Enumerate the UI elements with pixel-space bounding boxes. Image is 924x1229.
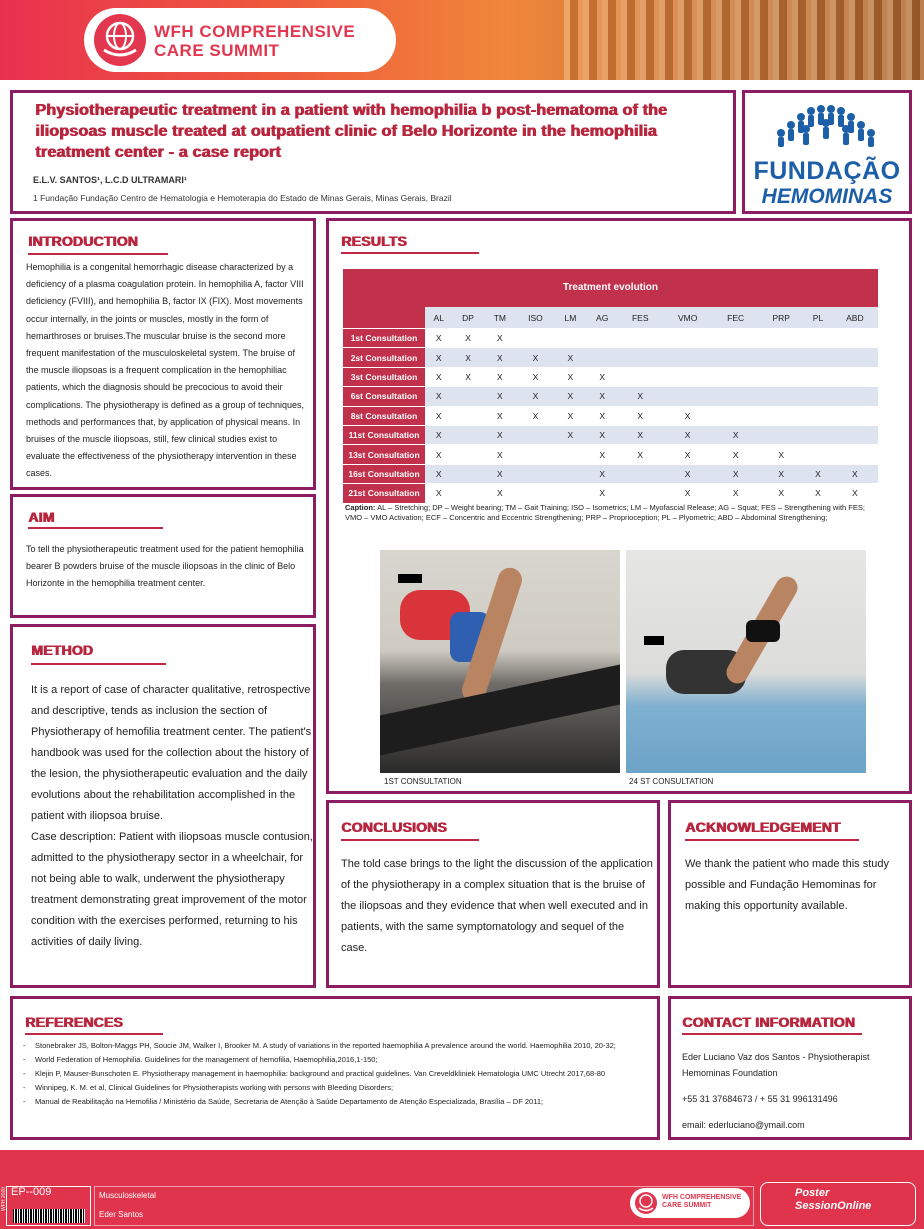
footer-side-tag: WFH 2020 — [0, 1187, 7, 1211]
table-column-header: PRP — [758, 307, 804, 329]
table-cell: X — [662, 406, 713, 425]
table-cell: X — [452, 329, 483, 348]
photo2-caption: 24 ST CONSULTATION — [629, 777, 714, 786]
table-cell — [516, 445, 555, 464]
table-cell: X — [586, 367, 618, 386]
table-cell: X — [484, 445, 516, 464]
table-cell — [713, 348, 758, 367]
table-cell — [832, 367, 878, 386]
conclusions-title: CONCLUSIONS — [341, 819, 447, 835]
method-paragraph-2: Case description: Patient with iliopsoas muscle contusion, admitted to the physiotherapy sector in a wheelchair, for not being able to walk, underwent the physiotherapy treatment demonstrating great improvement of the motor condition with the exercises performed, returning to his activities of daily living. — [31, 831, 313, 948]
table-cell — [618, 329, 662, 348]
table-cell — [804, 406, 831, 425]
table-cell: X — [586, 484, 618, 503]
table-cell: X — [758, 484, 804, 503]
references-underline — [25, 1033, 163, 1035]
contact-phones: +55 31 37684673 / + 55 31 996131496 — [682, 1094, 838, 1104]
table-row-label: 16st Consultation — [343, 464, 425, 483]
references-list — [23, 1041, 651, 1111]
footer-category: Musculoskeletal — [99, 1191, 156, 1200]
table-cell: X — [555, 367, 586, 386]
table-cell — [452, 445, 483, 464]
table-cell — [758, 348, 804, 367]
introduction-text: Hemophilia is a congenital hemorrhagic disease characterized by a deficiency of a plasma coagulation protein. In hemophilia A, factor VIII deficiency (FVIII), and hemophilia B, factor IX (FIX). Most movements occur internally, in the joints or muscles, mostly in the form of hemarthroses or bruises.The muscular bruise is the second more frequent manifestation of the musculoskeletal system. The bruise of the muscle iliopsoas is a frequent complication in the hemophiliac patients, which the diagnosis should be precocious to avoid their complications. The physiotherapy is defined as a group of techniques, methods and performances that, by application of physical means. In bruises of the muscle iliopsoas, still, few clinical studies exist to evaluate the effectiveness of the physiotherapy intervention in these cases. — [26, 262, 305, 479]
table-cell — [832, 445, 878, 464]
table-cell: X — [425, 387, 452, 406]
table-row — [343, 425, 878, 444]
table-cell — [452, 406, 483, 425]
reference-item — [23, 1069, 651, 1079]
table-cell: X — [484, 348, 516, 367]
table-cell: X — [713, 425, 758, 444]
introduction-underline — [28, 253, 168, 255]
table-row — [343, 348, 878, 367]
table-cell — [662, 387, 713, 406]
reference-bullet: - — [23, 1083, 26, 1092]
table-row — [343, 406, 878, 425]
table-cell: X — [832, 464, 878, 483]
table-cell — [516, 464, 555, 483]
table-cell — [832, 329, 878, 348]
method-title: METHOD — [31, 642, 93, 658]
table-column-header: AG — [586, 307, 618, 329]
reference-bullet: - — [23, 1055, 26, 1064]
table-cell: X — [484, 464, 516, 483]
logo-line1: FUNDAÇÃO — [753, 157, 901, 185]
results-title: RESULTS — [341, 233, 407, 249]
table-row — [343, 445, 878, 464]
contact-title: CONTACT INFORMATION — [682, 1014, 855, 1030]
table-row-label: 8st Consultation — [343, 406, 425, 425]
table-row — [343, 329, 878, 348]
conclusions-text: The told case brings to the light the discussion of the application of the physiotherapy in a complex situation that is the bruise of the iliopsoas and they evidence that when well executed and in patients, with the same symptomatology and sequel of the case. — [341, 858, 653, 954]
table-cell — [713, 367, 758, 386]
reference-text: Manual de Reabilitação na Hemofilia / Ministério da Saúde, Secretaria de Atenção à Saúde Departamento de Atenção Especializada, Brasília – DF 2011; — [35, 1097, 544, 1106]
table-cell — [804, 387, 831, 406]
logo-box — [742, 90, 912, 214]
table-cell — [713, 387, 758, 406]
table-cell — [662, 367, 713, 386]
table-cell: X — [713, 484, 758, 503]
introduction-box — [10, 218, 316, 490]
table-cell — [452, 387, 483, 406]
table-cell: X — [618, 445, 662, 464]
title-box — [10, 90, 736, 214]
table-column-header: LM — [555, 307, 586, 329]
table-cell — [662, 348, 713, 367]
table-cell: X — [586, 464, 618, 483]
footer-code: EP--009 — [11, 1186, 52, 1198]
table-column-header: FEC — [713, 307, 758, 329]
table-cell — [516, 329, 555, 348]
pso-line1: Poster — [795, 1187, 830, 1199]
table-cell — [555, 329, 586, 348]
face-blur-bar-2 — [644, 636, 664, 645]
city-skyline-image — [564, 0, 924, 80]
header-brand — [154, 22, 355, 60]
table-cell — [586, 348, 618, 367]
table-cell: X — [618, 387, 662, 406]
reference-text: World Federation of Hemophilia. Guidelines for the management of hemofilia, Haemophilia,2016,1-150; — [35, 1055, 378, 1064]
method-text — [31, 680, 313, 953]
reference-bullet: - — [23, 1041, 26, 1050]
table-cell — [758, 367, 804, 386]
table-cell: X — [804, 484, 831, 503]
table-row-label: 6st Consultation — [343, 387, 425, 406]
poster-title: Physiotherapeutic treatment in a patient with hemophilia b post-hematoma of the iliopsoas muscle treated at outpatient clinic of Belo Horizonte in the hemophilia treatment center - a case report — [35, 102, 667, 161]
table-cell: X — [555, 406, 586, 425]
table-cell: X — [452, 367, 483, 386]
table-title: Treatment evolution — [343, 269, 878, 307]
table-header-row — [343, 307, 878, 329]
table-cell: X — [516, 387, 555, 406]
table-cell — [832, 387, 878, 406]
references-title: REFERENCES — [25, 1014, 123, 1030]
reference-item — [23, 1041, 651, 1051]
photo-24st-consultation — [626, 550, 866, 773]
contact-details — [682, 1049, 869, 1133]
table-cell: X — [516, 348, 555, 367]
table-cell: X — [618, 406, 662, 425]
barcode-icon — [13, 1209, 85, 1223]
aim-box — [10, 494, 316, 618]
table-column-header: ISO — [516, 307, 555, 329]
table-cell: X — [425, 425, 452, 444]
table-cell — [713, 329, 758, 348]
reference-item — [23, 1083, 651, 1093]
method-box — [10, 624, 316, 988]
table-caption — [345, 503, 877, 522]
table-row-label: 3st Consultation — [343, 367, 425, 386]
table-cell — [804, 329, 831, 348]
reference-bullet: - — [23, 1069, 26, 1078]
table-cell: X — [425, 406, 452, 425]
reference-text: Stonebraker JS, Bolton-Maggs PH, Soucie JM, Walker I, Brooker M. A study of variations in the reported haemophilia A prevalence around the world. Haemophilia 2010, 20-32; — [35, 1041, 616, 1050]
acknowledgement-text: We thank the patient who made this study possible and Fundação Hemominas for making this opportunity available. — [685, 858, 890, 912]
table-cell: X — [484, 425, 516, 444]
footer-brand-line2: CARE SUMMIT — [662, 1202, 712, 1209]
table-cell: X — [618, 425, 662, 444]
table-row — [343, 484, 878, 503]
table-cell: X — [484, 406, 516, 425]
contact-name: Eder Luciano Vaz dos Santos - Physiotherapist — [682, 1052, 870, 1062]
footer-brand-text — [662, 1194, 741, 1210]
wfh-globe-icon — [94, 14, 146, 66]
table-cell — [452, 464, 483, 483]
reference-text: Klejin P, Mauser-Bunschoten E. Physiotherapy management in haemophilia: background and practical guidelines. Van Creveldkliniek Hematologia UMC Utrecht 2017,68-80 — [35, 1069, 606, 1078]
reference-bullet: - — [23, 1097, 26, 1106]
poster-session-online-logo[interactable] — [760, 1182, 916, 1226]
footer-globe-icon — [634, 1191, 658, 1215]
footer-code-box — [6, 1186, 91, 1226]
table-cell — [804, 367, 831, 386]
table-cell: X — [425, 348, 452, 367]
table-column-header: PL — [804, 307, 831, 329]
table-cell — [832, 425, 878, 444]
table-cell — [618, 367, 662, 386]
table-cell: X — [555, 348, 586, 367]
footer-author: Eder Santos — [99, 1210, 144, 1219]
aim-title: AIM — [28, 509, 55, 525]
treatment-table — [343, 307, 878, 504]
footer-brand-pill — [630, 1188, 750, 1218]
method-underline — [31, 663, 166, 665]
table-cell — [804, 445, 831, 464]
acknowledgement-box — [668, 800, 912, 988]
contact-org: Hemominas Foundation — [682, 1068, 778, 1078]
table-cell — [618, 484, 662, 503]
table-row-label: 21st Consultation — [343, 484, 425, 503]
table-row-label: 11st Consultation — [343, 425, 425, 444]
introduction-title: INTRODUCTION — [28, 233, 138, 249]
table-cell: X — [484, 484, 516, 503]
table-row-label: 2st Consultation — [343, 348, 425, 367]
table-cell: X — [516, 367, 555, 386]
hemominas-people-icon — [773, 103, 883, 149]
table-cell: X — [758, 445, 804, 464]
contact-email[interactable]: email: ederluciano@ymail.com — [682, 1120, 805, 1130]
footer-brand-line1: WFH COMPREHENSIVE — [662, 1194, 742, 1201]
table-cell: X — [516, 406, 555, 425]
table-cell: X — [484, 367, 516, 386]
table-cell: X — [662, 445, 713, 464]
table-row — [343, 464, 878, 483]
table-row — [343, 367, 878, 386]
table-cell — [555, 464, 586, 483]
table-column-header: TM — [484, 307, 516, 329]
table-cell: X — [662, 484, 713, 503]
reference-item — [23, 1055, 651, 1065]
header-brand-line1: WFH COMPREHENSIVE — [154, 22, 356, 41]
table-cell: X — [662, 425, 713, 444]
table-cell: X — [586, 425, 618, 444]
table-cell — [586, 329, 618, 348]
face-blur-bar — [398, 574, 422, 583]
table-cell: X — [484, 329, 516, 348]
caption-label: Caption: — [345, 503, 376, 512]
table-cell: X — [425, 464, 452, 483]
table-cell — [804, 348, 831, 367]
table-cell — [758, 329, 804, 348]
table-column-header: VMO — [662, 307, 713, 329]
table-cell: X — [586, 387, 618, 406]
table-column-header: DP — [452, 307, 483, 329]
table-column-header: ABD — [832, 307, 878, 329]
table-cell — [832, 348, 878, 367]
aim-text: To tell the physiotherapeutic treatment used for the patient hemophilia bearer B powders bruise of the muscle iliopsoas in the clinic of Belo Horizonte in the hemophilia treatment center. — [26, 544, 304, 589]
table-cell: X — [452, 348, 483, 367]
treatment-bed — [380, 664, 620, 755]
table-cell: X — [425, 367, 452, 386]
logo-line2: HEMOMINAS — [761, 185, 893, 208]
table-cell: X — [425, 329, 452, 348]
reference-item — [23, 1097, 651, 1107]
conclusions-underline — [341, 839, 479, 841]
table-cell — [555, 484, 586, 503]
method-paragraph-1: It is a report of case of character qualitative, retrospective and descriptive, tends as inclusion the section of Physiotherapy of hemofilia treatment center. The patient's handbook was used for the collection about the history of the lesion, the physiotherapeutic evaluation and the daily evolutions about the rehabilitation accomplished in the patient with iliopsoa bruise. — [31, 684, 312, 822]
table-cell — [758, 406, 804, 425]
table-cell: X — [555, 387, 586, 406]
table-cell: X — [555, 425, 586, 444]
table-cell — [555, 445, 586, 464]
table-cell — [758, 387, 804, 406]
table-cell: X — [425, 484, 452, 503]
reference-text: Winnipeg, K. M. et al, Clinical Guidelines for Physiotherapists working with persons with Bleeding Disorders; — [35, 1083, 394, 1092]
table-cell — [516, 425, 555, 444]
table-cell: X — [804, 464, 831, 483]
table-cell: X — [484, 387, 516, 406]
table-cell — [758, 425, 804, 444]
table-cell — [662, 329, 713, 348]
affiliation: 1 Fundação Fundação Centro de Hematologia e Hemoterapia do Estado de Minas Gerais, Minas Gerais, Brazil — [33, 193, 452, 203]
table-cell: X — [586, 445, 618, 464]
header-brand-line2: CARE SUMMIT — [154, 41, 280, 60]
table-cell — [804, 425, 831, 444]
photo-first-consultation — [380, 550, 620, 773]
contact-underline — [682, 1033, 862, 1035]
table-cell: X — [586, 406, 618, 425]
authors: E.L.V. SANTOS¹, L.C.D ULTRAMARI¹ — [33, 175, 187, 185]
table-cell — [452, 425, 483, 444]
conclusions-box — [326, 800, 660, 988]
acknowledgement-underline — [685, 839, 859, 841]
table-cell: X — [713, 464, 758, 483]
references-box — [10, 996, 660, 1140]
pso-line2: SessionOnline — [795, 1200, 872, 1212]
table-cell — [832, 406, 878, 425]
table-cell — [452, 484, 483, 503]
table-row — [343, 387, 878, 406]
caption-text: AL – Stretching; DP – Weight bearing; TM – Gait Training; ISO – Isometrics; LM – Myofascial Release; AG – Squat; FES – Strengthening with FES; VMO – VMO Activation; ECF – Concentric and Eccentric Strengthening; PRP – Proprioception; PL – Plyometric; ABD – Abdominal Strengthening; — [345, 503, 865, 522]
acknowledgement-title: ACKNOWLEDGEMENT — [685, 819, 841, 835]
table-row-label: 13st Consultation — [343, 445, 425, 464]
table-cell: X — [425, 445, 452, 464]
results-box — [326, 218, 912, 794]
contact-box — [668, 996, 912, 1140]
table-column-header: FES — [618, 307, 662, 329]
table-cell — [516, 484, 555, 503]
table-cell: X — [713, 445, 758, 464]
table-cell: X — [662, 464, 713, 483]
table-column-header: AL — [425, 307, 452, 329]
table-corner-cell — [343, 307, 425, 329]
table-cell — [618, 348, 662, 367]
aim-underline — [28, 527, 163, 529]
table-cell: X — [832, 484, 878, 503]
table-cell: X — [758, 464, 804, 483]
photo1-caption: 1ST CONSULTATION — [384, 777, 462, 786]
ankle-weight — [746, 620, 780, 642]
table-cell — [618, 464, 662, 483]
results-underline — [341, 252, 479, 254]
table-cell — [713, 406, 758, 425]
table-row-label: 1st Consultation — [343, 329, 425, 348]
